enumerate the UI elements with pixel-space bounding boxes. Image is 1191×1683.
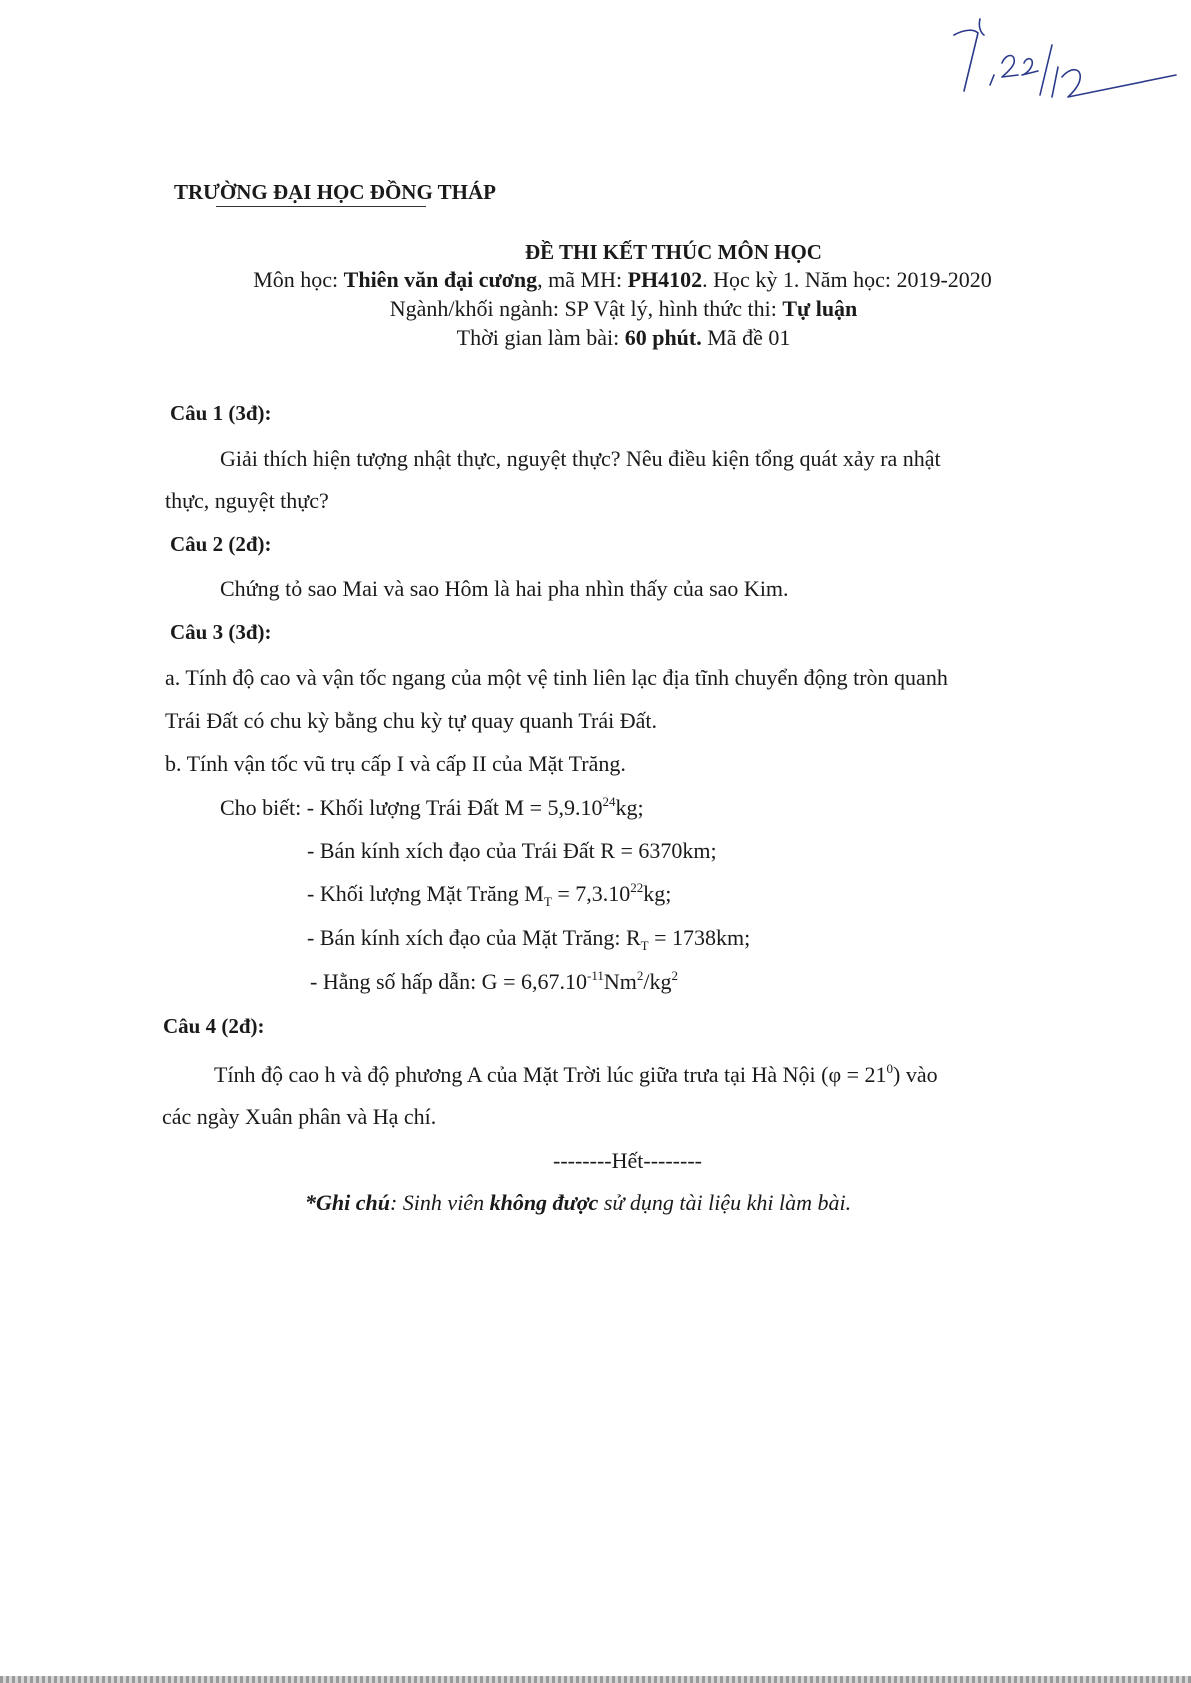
question-4-text-main: Tính độ cao h và độ phương A của Mặt Trời lúc giữa trưa tại Hà Nội (φ = 21 <box>214 1062 887 1087</box>
course-code-label: , mã MH: <box>537 267 628 292</box>
given-moon-mass-unit: kg; <box>643 881 672 906</box>
question-1-text-cont: thực, nguyệt thực? <box>165 488 329 513</box>
given-earth-mass-unit: kg; <box>615 795 644 820</box>
latitude-degree-exponent: 0 <box>886 1061 894 1076</box>
question-4-text-cont: các ngày Xuân phân và Hạ chí. <box>162 1104 437 1129</box>
question-1-heading: Câu 1 (3đ): <box>170 401 272 425</box>
given-g-unit-exp2: 2 <box>671 968 678 983</box>
exam-duration: 60 phút. <box>624 325 702 350</box>
major-info-line <box>28 296 1191 322</box>
question-3a-text-cont: Trái Đất có chu kỳ bằng chu kỳ tự quay quanh Trái Đất. <box>165 708 657 733</box>
note-line <box>305 1190 851 1216</box>
given-earth-mass-text: Cho biết: - Khối lượng Trái Đất M = 5,9.10 <box>220 795 603 820</box>
handwritten-signature <box>940 5 1180 105</box>
major-info-prefix: Ngành/khối ngành: SP Vật lý, hình thức thi: <box>389 296 783 321</box>
note-text-2: sử dụng tài liệu khi làm bài. <box>598 1190 852 1215</box>
given-moon-mass-subscript: T <box>543 894 552 909</box>
question-3-heading: Câu 3 (3đ): <box>170 620 272 644</box>
given-moon-mass-value: = 7,3.10 <box>551 881 631 906</box>
course-info-line <box>27 267 1191 293</box>
given-moon-radius-text: - Bán kính xích đạo của Mặt Trăng: R <box>307 925 641 950</box>
semester-info: . Học kỳ 1. Năm học: 2019-2020 <box>702 267 992 292</box>
given-g-exponent: -11 <box>586 968 604 983</box>
exam-code: Mã đề 01 <box>701 325 791 350</box>
school-underline <box>216 206 426 207</box>
scan-bottom-edge <box>0 1676 1191 1683</box>
school-name: TRƯỜNG ĐẠI HỌC ĐỒNG THÁP <box>174 180 497 204</box>
given-g-unit-kg: /kg <box>643 969 672 994</box>
question-4-text-end: ) vào <box>893 1062 938 1087</box>
given-moon-mass-text: - Khối lượng Mặt Trăng M <box>307 881 544 906</box>
question-1-text: Giải thích hiện tượng nhật thực, nguyệt thực? Nêu điều kiện tổng quát xảy ra nhật <box>220 446 941 471</box>
given-earth-mass-exponent: 24 <box>602 794 616 809</box>
exam-title: ĐỀ THI KẾT THÚC MÔN HỌC <box>525 240 822 264</box>
given-g-unit-exp1: 2 <box>636 968 644 983</box>
given-g-unit-nm: Nm <box>603 969 637 994</box>
course-code: PH4102 <box>627 267 703 292</box>
given-gravitational-constant <box>310 969 678 995</box>
subject-name: Thiên văn đại cương <box>343 267 538 292</box>
given-g-text: - Hằng số hấp dẫn: G = 6,67.10 <box>310 969 587 994</box>
time-label: Thời gian làm bài: <box>456 325 625 350</box>
note-text-1: : Sinh viên <box>389 1190 490 1215</box>
time-info-line <box>28 325 1191 351</box>
question-4-heading: Câu 4 (2đ): <box>163 1014 265 1038</box>
question-2-text: Chứng tỏ sao Mai và sao Hôm là hai pha nhìn thấy của sao Kim. <box>220 576 789 601</box>
given-moon-mass-exponent: 22 <box>630 880 644 895</box>
given-earth-radius: - Bán kính xích đạo của Trái Đất R = 6370km; <box>307 838 717 863</box>
question-2-heading: Câu 2 (2đ): <box>170 532 272 556</box>
note-emphasis: không được <box>489 1190 599 1215</box>
given-moon-radius <box>307 925 750 951</box>
given-moon-radius-value: = 1738km; <box>648 925 751 950</box>
given-moon-mass <box>307 881 671 907</box>
question-3b-text: b. Tính vận tốc vũ trụ cấp I và cấp II của Mặt Trăng. <box>165 751 626 776</box>
question-4-text <box>214 1062 938 1088</box>
given-earth-mass <box>220 795 644 821</box>
course-info-prefix: Môn học: <box>253 267 344 292</box>
end-mark: --------Hết-------- <box>553 1148 702 1173</box>
note-label: *Ghi chú <box>305 1190 390 1215</box>
exam-form: Tự luận <box>782 296 858 321</box>
given-moon-radius-subscript: T <box>640 938 649 953</box>
question-3a-text: a. Tính độ cao và vận tốc ngang của một vệ tinh liên lạc địa tĩnh chuyển động tròn quanh <box>165 665 948 690</box>
